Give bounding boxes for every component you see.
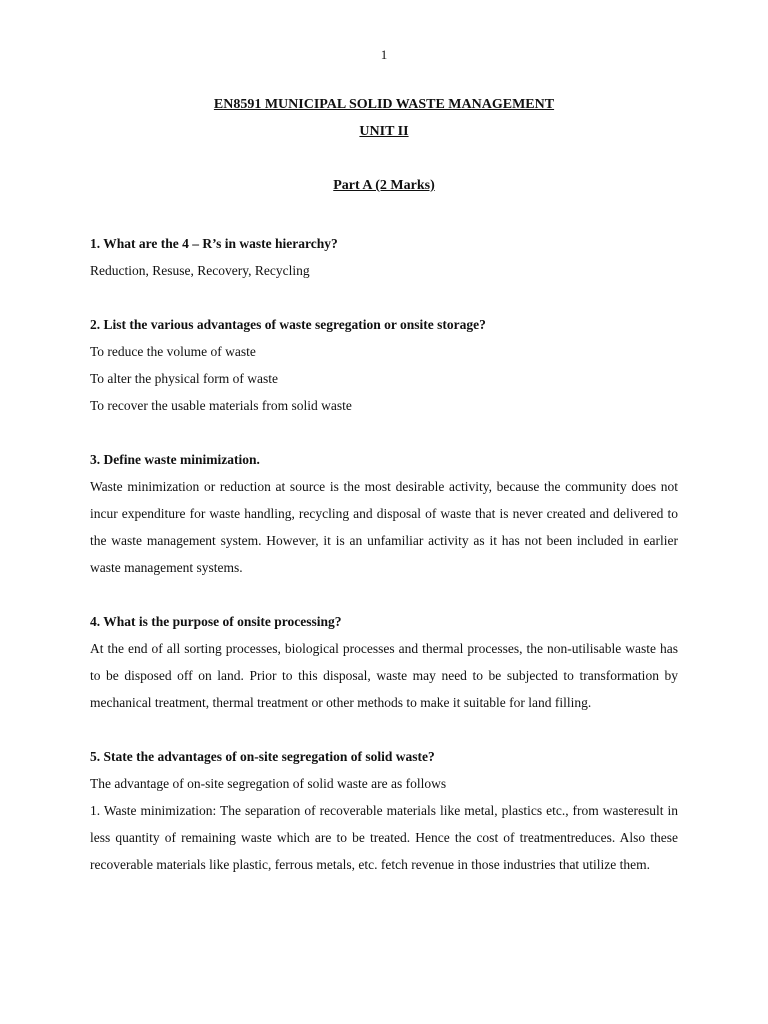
page-number: 1: [380, 47, 388, 62]
question-1: 1. What are the 4 – R’s in waste hierarchy?: [90, 236, 338, 251]
answer-2-line-3: To recover the usable materials from solid waste: [90, 398, 352, 413]
question-4: 4. What is the purpose of onsite processing?: [90, 614, 342, 629]
question-5: 5. State the advantages of on-site segregation of solid waste?: [90, 749, 435, 764]
answer-4-paragraph: At the end of all sorting processes, biological processes and thermal processes, the non-utilisable waste has to be disposed off on land. Prior to this disposal, waste may need to be subjected to transformation by mechanical treatment, thermal treatment or other methods to make it suitable for land filling.: [90, 641, 678, 710]
question-3: 3. Define waste minimization.: [90, 452, 260, 467]
answer-2-line-1: To reduce the volume of waste: [90, 344, 256, 359]
answer-2-line-2: To alter the physical form of waste: [90, 371, 278, 386]
course-title: EN8591 MUNICIPAL SOLID WASTE MANAGEMENT: [213, 97, 555, 112]
answer-5-point-1: 1. Waste minimization: The separation of recoverable materials like metal, plastics etc., from wasteresult in less quantity of remaining waste which are to be treated. Hence the cost of treatmentreduces. Also these recoverable materials like plastic, ferrous metals, etc. fetch revenue in those industries that utilize them.: [90, 803, 678, 872]
part-title: Part A (2 Marks): [333, 178, 435, 193]
answer-3-paragraph: Waste minimization or reduction at source is the most desirable activity, because the community does not incur expenditure for waste handling, recycling and disposal of waste that is never created and delivered to the waste management system. However, it is an unfamiliar activity as it has not been included in earlier waste management systems.: [90, 479, 678, 575]
questions-section: [90, 230, 678, 878]
answer-1-line-1: Reduction, Resuse, Recovery, Recycling: [90, 263, 310, 278]
unit-title: UNIT II: [359, 124, 409, 139]
question-2: 2. List the various advantages of waste segregation or onsite storage?: [90, 317, 486, 332]
answer-5-intro: The advantage of on-site segregation of solid waste are as follows: [90, 776, 447, 791]
